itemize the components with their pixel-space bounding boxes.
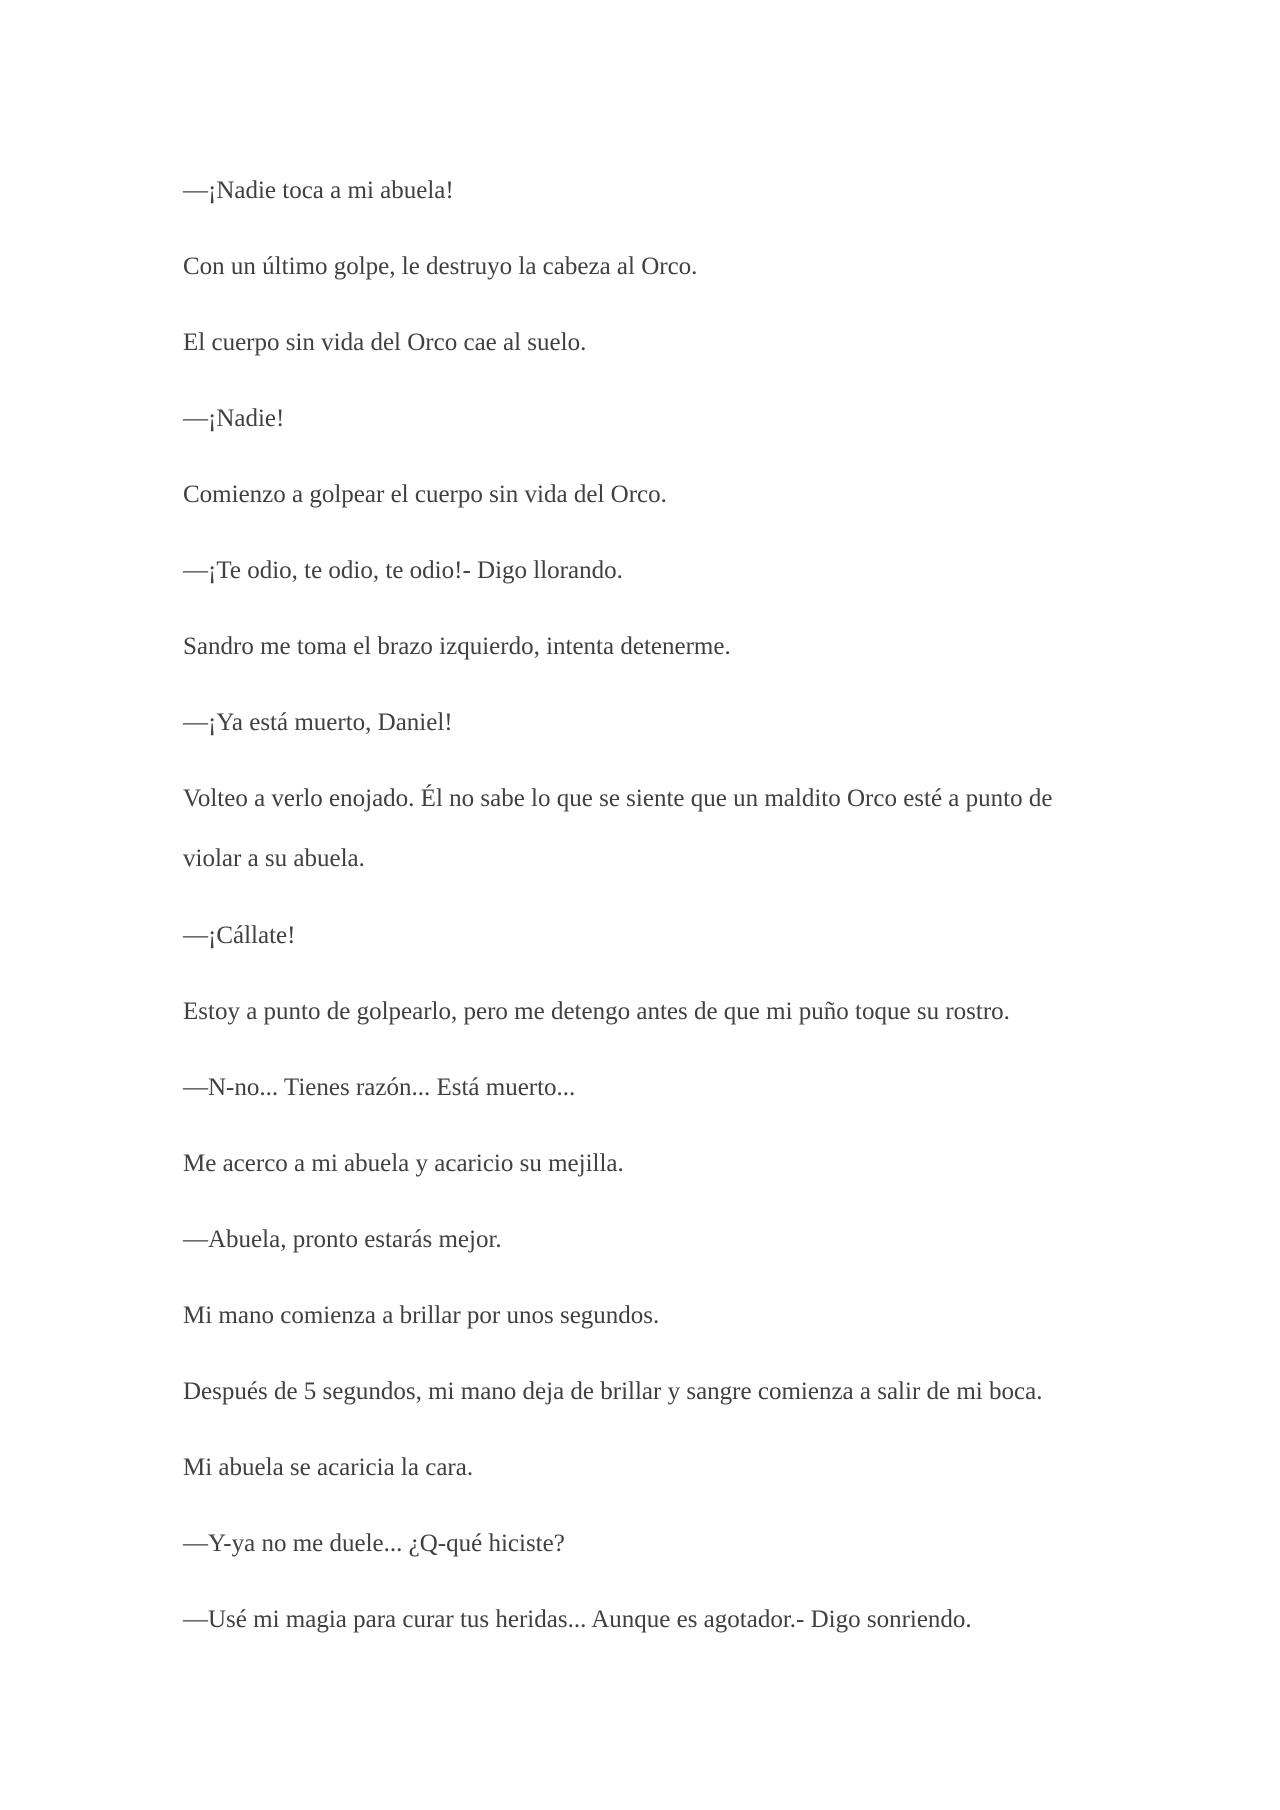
paragraph: Me acerco a mi abuela y acaricio su mejilla. [183,1150,624,1177]
paragraph: Volteo a verlo enojado. Él no sabe lo que se siente que un maldito Orco esté a punto de violar a su abuela. [183,785,1053,872]
paragraph: Mi mano comienza a brillar por unos segundos. [183,1302,660,1329]
paragraph: —¡Te odio, te odio, te odio!- Digo llorando. [183,557,623,584]
paragraph: Mi abuela se acaricia la cara. [183,1454,474,1481]
paragraph: —¡Cállate! [183,922,296,949]
paragraph: —Y-ya no me duele... ¿Q-qué hiciste? [183,1530,565,1557]
paragraph: —Abuela, pronto estarás mejor. [183,1226,502,1253]
paragraph: —N-no... Tienes razón... Está muerto... [183,1074,576,1101]
paragraph: Sandro me toma el brazo izquierdo, intenta detenerme. [183,633,731,660]
paragraph: —¡Nadie! [183,405,285,432]
story-text [183,174,1103,1679]
paragraph: —¡Nadie toca a mi abuela! [183,177,454,204]
paragraph: Estoy a punto de golpearlo, pero me detengo antes de que mi puño toque su rostro. [183,998,1010,1025]
paragraph: Comienzo a golpear el cuerpo sin vida del Orco. [183,481,667,508]
paragraph: Con un último golpe, le destruyo la cabeza al Orco. [183,253,698,280]
paragraph: El cuerpo sin vida del Orco cae al suelo. [183,329,587,356]
paragraph: —¡Ya está muerto, Daniel! [183,709,453,736]
paragraph: —Usé mi magia para curar tus heridas... Aunque es agotador.- Digo sonriendo. [183,1606,972,1633]
paragraph: Después de 5 segundos, mi mano deja de brillar y sangre comienza a salir de mi boca. [183,1378,1043,1405]
